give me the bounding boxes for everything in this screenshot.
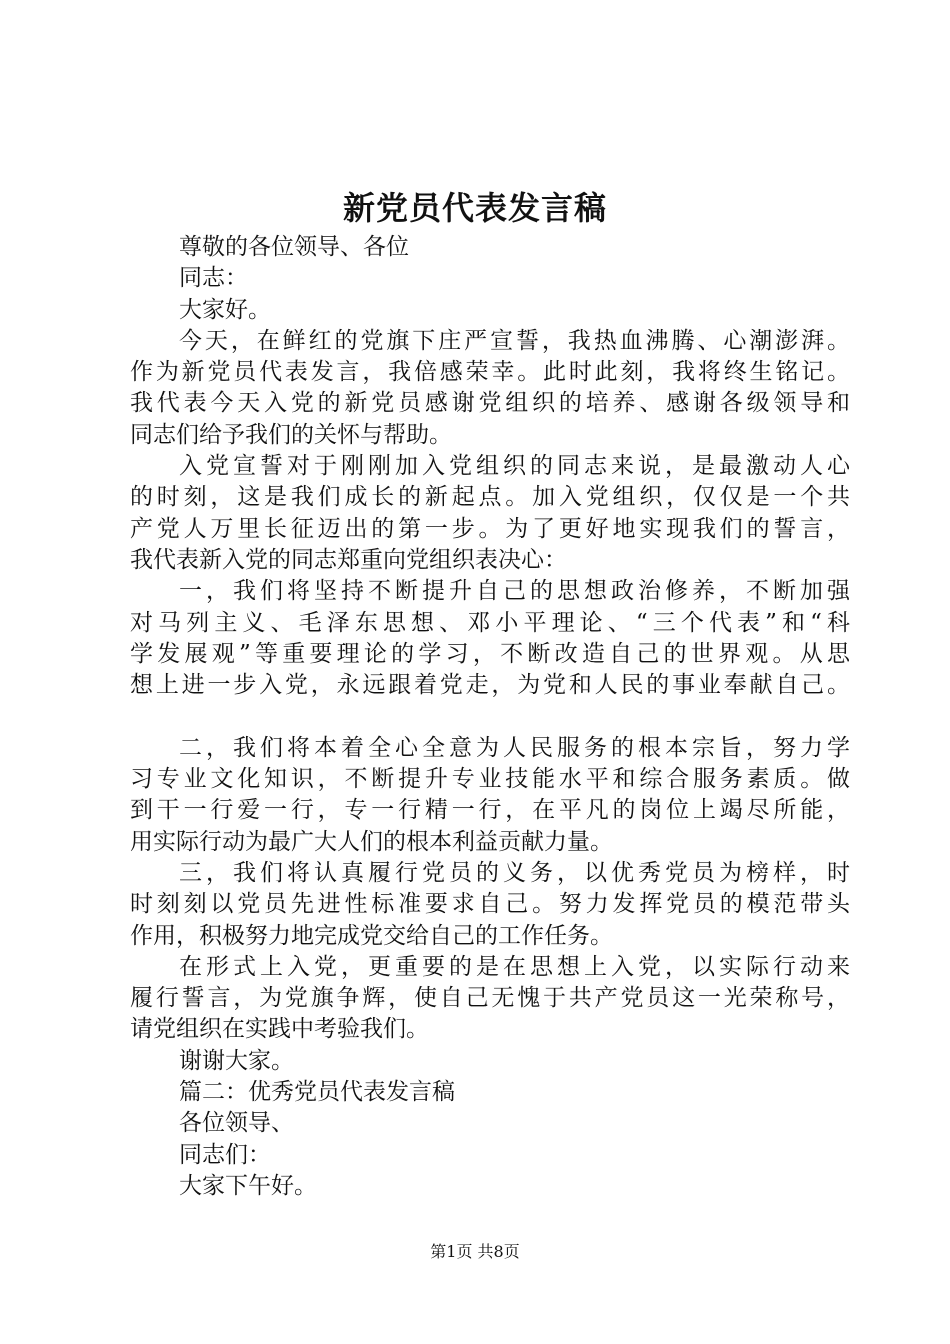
body-line: 各位领导、 <box>179 1110 294 1137</box>
body-line: 一，我们将坚持不断提升自己的思想政治修养，不断加强 <box>179 578 850 605</box>
body-line: 我代表今天入党的新党员感谢党组织的培养、感谢各级领导和 <box>130 390 850 417</box>
body-line: 时刻刻以党员先进性标准要求自己。努力发挥党员的模范带头 <box>130 891 850 918</box>
body-line: 同志们： <box>179 1141 271 1168</box>
blank-line <box>130 701 850 732</box>
body-line: 大家好。 <box>179 296 271 323</box>
body-line: 篇二：优秀党员代表发言稿 <box>179 1079 455 1106</box>
body-line: 尊敬的各位领导、各位 <box>179 234 409 260</box>
body-line: 请党组织在实践中考验我们。 <box>130 1016 429 1043</box>
body-line: 想上进一步入党，永远跟着党走，为党和人民的事业奉献自己。 <box>130 672 850 699</box>
body-line: 作用，积极努力地完成党交给自己的工作任务。 <box>130 922 613 949</box>
body-line: 产党人万里长征迈出的第一步。为了更好地实现我们的誓言， <box>130 515 850 542</box>
body-line: 入党宣誓对于刚刚加入党组织的同志来说，是最激动人心 <box>179 453 850 480</box>
document-body <box>130 232 850 1202</box>
body-line: 在形式上入党，更重要的是在思想上入党，以实际行动来 <box>179 953 850 980</box>
body-line: 的时刻，这是我们成长的新起点。加入党组织，仅仅是一个共 <box>130 484 850 511</box>
body-line: 习专业文化知识，不断提升专业技能水平和综合服务素质。做 <box>130 766 850 793</box>
document-title: 新党员代表发言稿 <box>342 189 607 227</box>
body-line: 到干一行爱一行，专一行精一行，在平凡的岗位上竭尽所能， <box>130 797 850 824</box>
body-line: 用实际行动为最广大人们的根本利益贡献力量。 <box>130 828 613 855</box>
body-line: 学发展观”等重要理论的学习，不断改造自己的世界观。从思 <box>130 640 850 667</box>
body-line: 同志们给予我们的关怀与帮助。 <box>130 421 452 448</box>
body-line: 对马列主义、毛泽东思想、邓小平理论、“三个代表”和“科 <box>130 609 850 636</box>
body-line: 今天，在鲜红的党旗下庄严宣誓，我热血沸腾、心潮澎湃。 <box>179 327 850 354</box>
body-line: 谢谢大家。 <box>179 1047 294 1074</box>
body-line: 履行誓言，为党旗争辉，使自己无愧于共产党员这一光荣称号， <box>130 985 850 1012</box>
body-line: 二，我们将本着全心全意为人民服务的根本宗旨，努力学 <box>179 734 850 761</box>
body-line: 我代表新入党的同志郑重向党组织表决心： <box>130 546 567 573</box>
body-line: 作为新党员代表发言，我倍感荣幸。此时此刻，我将终生铭记。 <box>130 359 850 386</box>
body-line: 大家下午好。 <box>179 1172 317 1199</box>
page-footer: 第1页 共8页 <box>430 1242 520 1261</box>
body-line: 同志： <box>179 265 248 292</box>
body-line: 三，我们将认真履行党员的义务，以优秀党员为榜样，时 <box>179 859 850 886</box>
